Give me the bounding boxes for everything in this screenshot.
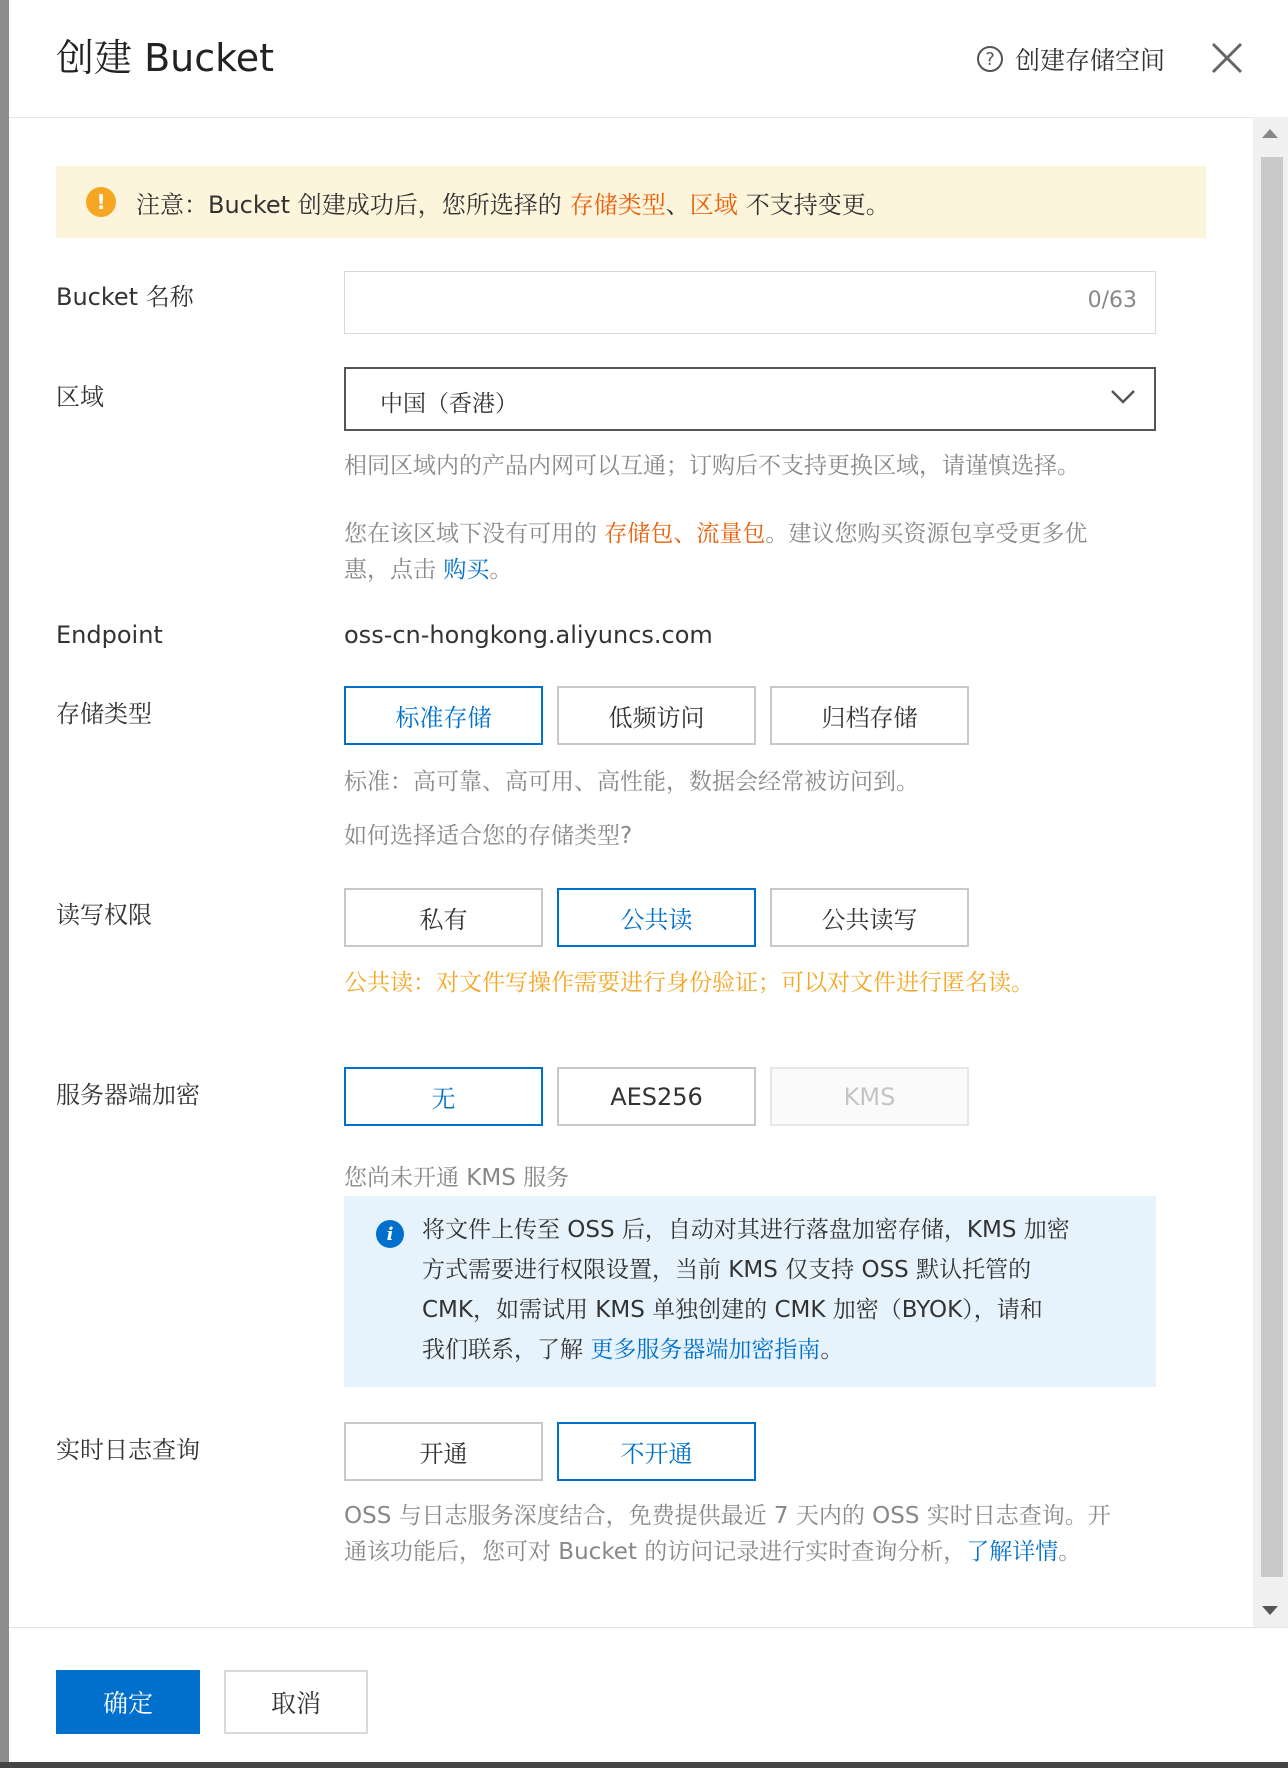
storage-class-help-link[interactable]: 如何选择适合您的存储类型?	[344, 823, 633, 849]
encryption-info-box	[344, 1196, 1156, 1387]
acl-label: 读写权限	[56, 901, 152, 929]
background-page	[0, 0, 9, 1768]
info-line: 将文件上传至 OSS 后，自动对其进行落盘加密存储，KMS 加密	[422, 1217, 1070, 1243]
storage-class-description: 标准：高可靠、高可用、高性能，数据会经常被访问到。	[344, 769, 919, 795]
vertical-scrollbar[interactable]	[1253, 117, 1288, 1627]
scroll-up-icon[interactable]	[1262, 129, 1278, 138]
chevron-down-icon	[1110, 389, 1136, 405]
learn-more-link[interactable]: 了解详情	[966, 1539, 1059, 1565]
realtime-log-enable[interactable]: 开通	[344, 1422, 543, 1481]
help-link-label: 创建存储空间	[1015, 46, 1166, 75]
info-last-suffix: 。	[820, 1337, 844, 1363]
bucket-name-counter: 0/63	[1087, 288, 1137, 313]
encryption-label: 服务器端加密	[56, 1081, 200, 1109]
bucket-name-input[interactable]	[344, 271, 1156, 334]
resource-note-line2: 惠，点击	[344, 557, 436, 583]
resource-note-prefix: 您在该区域下没有可用的	[344, 521, 597, 547]
close-icon[interactable]	[1207, 38, 1247, 78]
resource-package-link[interactable]: 存储包、流量包	[604, 521, 766, 547]
encryption-info-text	[422, 1210, 1122, 1370]
acl-warning: 公共读：对文件写操作需要进行身份验证；可以对文件进行匿名读。	[344, 970, 1034, 996]
encryption-aes256[interactable]: AES256	[557, 1067, 756, 1126]
kms-note: 您尚未开通 KMS 服务	[344, 1165, 570, 1191]
warning-icon: !	[86, 187, 116, 217]
realtime-log-label: 实时日志查询	[56, 1436, 200, 1464]
scroll-down-icon[interactable]	[1262, 1606, 1278, 1615]
question-circle-icon: ?	[977, 46, 1003, 72]
encryption-guide-link[interactable]: 更多服务器端加密指南	[590, 1337, 821, 1363]
notice-separator: 、	[665, 190, 690, 219]
dialog-header	[9, 0, 1288, 118]
realtime-log-desc-line2: 通该功能后，您可对 Bucket 的访问记录进行实时查询分析，	[344, 1539, 967, 1565]
acl-private[interactable]: 私有	[344, 888, 543, 947]
storage-class-ia[interactable]: 低频访问	[557, 686, 756, 745]
notice-banner	[56, 166, 1206, 238]
storage-class-label: 存储类型	[56, 700, 152, 728]
encryption-none[interactable]: 无	[344, 1067, 543, 1126]
create-bucket-dialog	[9, 0, 1288, 1762]
endpoint-label: Endpoint	[56, 621, 163, 649]
info-icon: i	[376, 1220, 404, 1248]
notice-storage-class-link[interactable]: 存储类型	[569, 190, 666, 219]
encryption-kms: KMS	[770, 1067, 969, 1126]
region-help-text: 相同区域内的产品内网可以互通；订购后不支持更换区域，请谨慎选择。	[344, 453, 1080, 479]
storage-class-standard[interactable]: 标准存储	[344, 686, 543, 745]
buy-link[interactable]: 购买	[443, 557, 490, 583]
notice-region-link[interactable]: 区域	[689, 190, 738, 219]
realtime-log-description	[344, 1498, 1144, 1570]
resource-note-mid: 。建议您购买资源包享受更多优	[765, 521, 1088, 547]
acl-public-read-write[interactable]: 公共读写	[770, 888, 969, 947]
realtime-log-desc-end: 。	[1058, 1539, 1082, 1565]
acl-public-read[interactable]: 公共读	[557, 888, 756, 947]
dialog-footer	[9, 1627, 1288, 1762]
region-label: 区域	[56, 383, 104, 411]
info-line: 方式需要进行权限设置，当前 KMS 仅支持 OSS 默认托管的	[422, 1257, 1032, 1283]
region-resource-note	[344, 516, 1144, 588]
resource-note-end: 。	[489, 557, 513, 583]
bucket-name-label: Bucket 名称	[56, 283, 194, 311]
confirm-button[interactable]: 确定	[56, 1670, 200, 1734]
cancel-button[interactable]: 取消	[224, 1670, 368, 1734]
help-link[interactable]	[977, 42, 1165, 76]
info-last-prefix: 我们联系，了解	[422, 1337, 583, 1363]
endpoint-value: oss-cn-hongkong.aliyuncs.com	[344, 621, 713, 649]
realtime-log-disable[interactable]: 不开通	[557, 1422, 756, 1481]
notice-suffix: 不支持变更。	[745, 190, 890, 219]
storage-class-archive[interactable]: 归档存储	[770, 686, 969, 745]
notice-prefix: 注意：Bucket 创建成功后，您所选择的	[136, 190, 562, 219]
realtime-log-desc-line1: OSS 与日志服务深度结合，免费提供最近 7 天内的 OSS 实时日志查询。开	[344, 1503, 1111, 1529]
region-selected-value: 中国（香港）	[380, 391, 518, 417]
region-select[interactable]	[344, 367, 1156, 431]
background-strip	[0, 1762, 1288, 1768]
scrollbar-thumb[interactable]	[1261, 157, 1283, 1577]
dialog-title: 创建 Bucket	[56, 36, 275, 80]
info-line: CMK，如需试用 KMS 单独创建的 CMK 加密（BYOK），请和	[422, 1297, 1043, 1323]
